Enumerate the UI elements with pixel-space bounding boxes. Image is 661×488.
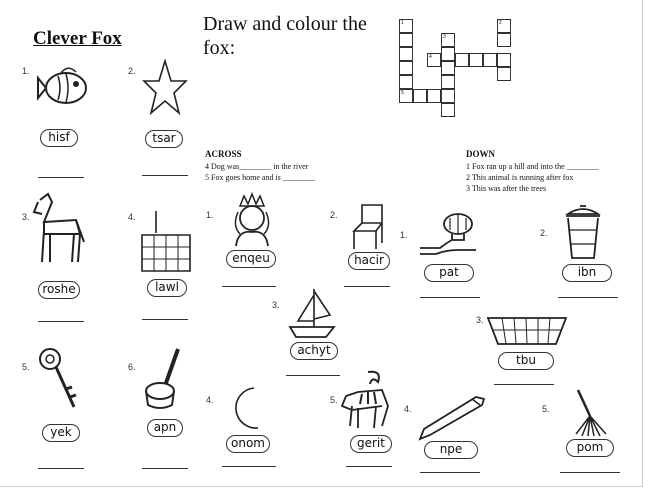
across-clue-4: 4 Dog was________ in the river (205, 162, 309, 171)
down-heading: DOWN (466, 149, 495, 159)
scrambled-word: gerit (350, 435, 392, 453)
item-number: 3. (22, 212, 30, 222)
tiger-icon (338, 366, 392, 434)
key-icon (36, 345, 86, 415)
scrambled-word: onom (226, 435, 270, 453)
scrambled-word: enqeu (226, 250, 276, 268)
scrambled-word: hisf (40, 129, 78, 147)
down-clue-1: 1 Fox ran up a hill and into the ________ (466, 162, 599, 171)
item-number: 6. (128, 362, 136, 372)
item-number: 5. (22, 362, 30, 372)
item-number: 2. (128, 66, 136, 76)
tap-icon (416, 210, 478, 260)
answer-line (222, 466, 276, 467)
answer-line (142, 175, 188, 176)
answer-line (38, 321, 84, 322)
item-number: 3. (476, 315, 484, 325)
mop-icon (560, 388, 616, 440)
scrambled-word: roshe (38, 281, 80, 299)
answer-line (560, 472, 620, 473)
queen-icon (228, 192, 276, 248)
item-number: 5. (330, 395, 338, 405)
scrambled-word: pat (424, 264, 474, 282)
scrambled-word: yek (42, 424, 80, 442)
item-number: 5. (542, 404, 550, 414)
chair-icon (348, 203, 388, 251)
answer-line (142, 319, 188, 320)
item-number: 4. (206, 395, 214, 405)
down-clue-2: 2 This animal is running after fox (466, 173, 574, 182)
yacht-icon (286, 285, 338, 341)
item-number: 1. (22, 66, 30, 76)
across-heading: ACROSS (205, 149, 242, 159)
across-clue-5: 5 Fox goes home and is ________ (205, 173, 315, 182)
scrambled-word: achyt (290, 342, 338, 360)
item-number: 2. (540, 228, 548, 238)
scrambled-word: tsar (145, 130, 183, 148)
star-icon (142, 57, 188, 123)
fish-icon (36, 60, 96, 116)
answer-line (420, 297, 480, 298)
answer-line (222, 286, 276, 287)
item-number: 3. (272, 300, 280, 310)
page-title: Clever Fox (33, 28, 122, 49)
down-clue-3: 3 This was after the trees (466, 184, 547, 193)
answer-line (344, 286, 390, 287)
scrambled-word: npe (424, 441, 478, 459)
item-number: 1. (206, 210, 214, 220)
answer-line (494, 384, 554, 385)
scrambled-word: lawl (147, 279, 187, 297)
wall-icon (136, 205, 196, 277)
answer-line (38, 177, 84, 178)
moon-icon (228, 384, 268, 432)
scrambled-word: pom (566, 439, 614, 457)
pan-icon (140, 345, 190, 415)
pen-icon (414, 395, 490, 443)
scrambled-word: apn (147, 419, 183, 437)
answer-line (286, 375, 340, 376)
scrambled-word: hacir (348, 252, 390, 270)
item-number: 1. (400, 230, 408, 240)
horse-icon (30, 190, 90, 270)
scrambled-word: tbu (498, 352, 554, 370)
answer-line (346, 466, 392, 467)
scrambled-word: ibn (562, 264, 612, 282)
draw-fox-heading: Draw and colour the fox: (203, 13, 367, 59)
bin-icon (560, 204, 606, 262)
answer-line (142, 468, 188, 469)
answer-line (38, 468, 84, 469)
tub-icon (484, 312, 570, 348)
answer-line (558, 297, 618, 298)
item-number: 2. (330, 210, 338, 220)
item-number: 4. (404, 404, 412, 414)
item-number: 4. (128, 212, 136, 222)
answer-line (420, 472, 480, 473)
